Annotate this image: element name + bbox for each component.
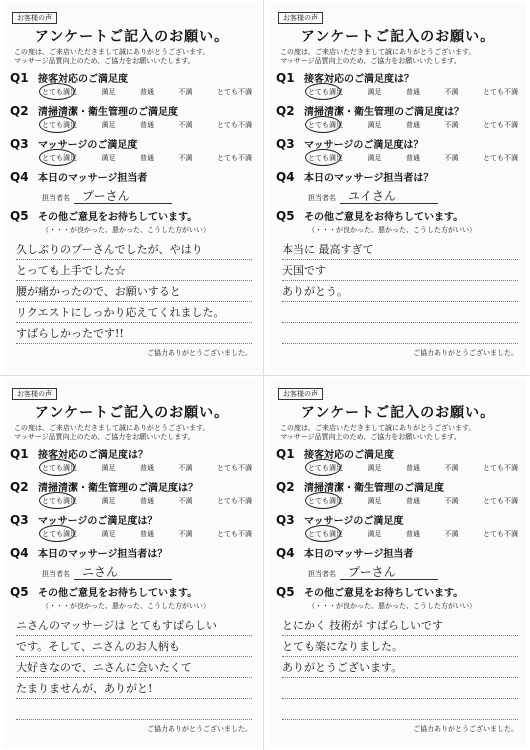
question-q1 — [8, 70, 256, 85]
comment-line: です。そして、ニさんのお人柄も — [16, 636, 252, 657]
survey-intro — [14, 48, 256, 66]
comment-line: ありがとう。 — [282, 281, 518, 302]
voice-tag: お客様の声 — [278, 12, 323, 24]
survey-sheet-bottom-left — [4, 378, 260, 748]
question-q3 — [8, 512, 256, 527]
question-text: その他ご意見をお待ちしています。 — [304, 212, 464, 223]
survey-title: アンケートご記入のお願い。 — [300, 405, 496, 421]
intro-line: この度は、ご来店いただきまして誠にありがとうございます。 — [280, 48, 476, 56]
selected-circle — [305, 525, 341, 542]
selected-circle — [39, 525, 75, 542]
question-q2 — [8, 479, 256, 494]
rating-option[interactable]: とても不満 — [217, 154, 252, 162]
rating-option[interactable]: 不満 — [444, 464, 459, 472]
rating-options-q3 — [8, 151, 256, 165]
comment-line: とっても上手でした☆ — [16, 260, 252, 281]
intro-line: マッサージ品質向上のため、ご協力をお願いいたします。 — [280, 433, 461, 441]
rating-option[interactable]: 満足 — [367, 530, 382, 538]
survey-intro — [280, 48, 522, 66]
horizontal-divider — [0, 375, 530, 376]
survey-sheet-top-right — [270, 2, 526, 372]
comment-area[interactable] — [16, 615, 252, 720]
survey-sheet-bottom-right — [270, 378, 526, 748]
q5-subtext: （・・・が良かった、悪かった、こうした方がいい） — [42, 226, 210, 234]
comment-area[interactable] — [282, 615, 518, 720]
voice-tag: お客様の声 — [12, 388, 57, 400]
rating-option-label: とても満足 — [42, 497, 77, 505]
rating-option[interactable] — [42, 153, 77, 165]
question-q4 — [274, 169, 522, 184]
question-text: その他ご意見をお待ちしています。 — [38, 588, 198, 599]
rating-options-q2 — [8, 118, 256, 132]
q5-subtext: （・・・が良かった、悪かった、こうした方がいい） — [308, 226, 476, 234]
q5-subtext: （・・・が良かった、悪かった、こうした方がいい） — [42, 602, 210, 610]
rating-option[interactable] — [42, 120, 77, 132]
question-q1 — [274, 70, 522, 85]
question-number: Q1 — [276, 71, 295, 85]
comment-line: 本当に 最高すぎて — [282, 239, 518, 260]
rating-option[interactable]: 普通 — [406, 497, 420, 505]
rating-options-q2 — [8, 494, 256, 508]
rating-option[interactable] — [42, 496, 77, 508]
rating-option[interactable]: とても不満 — [217, 497, 252, 505]
question-number: Q3 — [10, 513, 29, 527]
survey-intro — [14, 424, 256, 442]
question-number: Q5 — [276, 585, 295, 599]
rating-option[interactable]: 普通 — [140, 88, 154, 96]
intro-line: この度は、ご来店いただきまして誠にありがとうございます。 — [14, 48, 210, 56]
comment-line — [16, 699, 252, 720]
comment-line: とにかく 技術が すばらしいです — [282, 615, 518, 636]
comment-line: ニさんのマッサージは とてもすばらしい — [16, 615, 252, 636]
rating-option[interactable]: 不満 — [444, 154, 459, 162]
selected-circle — [39, 492, 75, 509]
rating-options-q3 — [274, 527, 522, 541]
selected-circle — [305, 459, 341, 476]
selected-circle — [39, 83, 75, 100]
survey-sheet-top-left — [4, 2, 260, 372]
staff-label: 担当者名 — [42, 570, 70, 578]
rating-option[interactable]: 普通 — [406, 154, 420, 162]
rating-option[interactable]: 不満 — [178, 497, 193, 505]
selected-circle — [39, 459, 75, 476]
rating-options-q1 — [274, 85, 522, 99]
comment-line: ありがとうございます。 — [282, 657, 518, 678]
comment-line — [282, 699, 518, 720]
rating-option-label: とても満足 — [308, 154, 343, 162]
rating-option[interactable]: 不満 — [178, 464, 193, 472]
rating-option[interactable]: 満足 — [101, 497, 116, 505]
rating-option[interactable]: とても不満 — [217, 121, 252, 129]
rating-option[interactable] — [42, 463, 77, 475]
question-number: Q4 — [10, 546, 29, 560]
question-q5 — [274, 208, 522, 223]
question-text: 清掃清潔・衛生管理のご満足度は？ — [38, 483, 198, 494]
question-text: マッサージのご満足度は？ — [38, 516, 158, 527]
staff-name-input[interactable]: プーさん — [340, 565, 438, 580]
survey-footer: ご協力ありがとうございました。 — [147, 349, 252, 357]
survey-footer: ご協力ありがとうございました。 — [413, 725, 518, 733]
question-q5 — [274, 584, 522, 599]
rating-option[interactable] — [308, 120, 343, 132]
question-text: マッサージのご満足度 — [38, 140, 138, 151]
question-number: Q5 — [10, 209, 29, 223]
question-q4 — [8, 169, 256, 184]
question-number: Q4 — [276, 170, 295, 184]
comment-line: 天国です — [282, 260, 518, 281]
question-q2 — [8, 103, 256, 118]
rating-options-q2 — [274, 118, 522, 132]
rating-option[interactable]: 普通 — [140, 121, 154, 129]
rating-option[interactable]: 満足 — [101, 88, 116, 96]
question-text: マッサージのご満足度 — [304, 516, 404, 527]
comment-line: 久しぶりのプーさんでしたが、やはり — [16, 239, 252, 260]
rating-options-q2 — [274, 494, 522, 508]
question-text: 本日のマッサージ担当者 — [38, 173, 148, 184]
rating-option[interactable] — [42, 529, 77, 541]
rating-option[interactable]: とても不満 — [483, 88, 518, 96]
question-text: 接客対応のご満足度は？ — [38, 450, 148, 461]
rating-option[interactable]: とても不満 — [483, 154, 518, 162]
question-text: 接客対応のご満足度 — [304, 450, 394, 461]
rating-option[interactable]: とても不満 — [217, 530, 252, 538]
rating-option-label: とても満足 — [308, 464, 343, 472]
staff-name-input[interactable]: ユイさん — [340, 189, 438, 204]
staff-name-input[interactable]: プーさん — [74, 189, 172, 204]
rating-option[interactable]: 満足 — [367, 88, 382, 96]
question-text: 本日のマッサージ担当者は？ — [304, 173, 434, 184]
rating-option[interactable]: 満足 — [101, 530, 116, 538]
rating-option[interactable]: 普通 — [406, 530, 420, 538]
rating-option[interactable]: 不満 — [444, 530, 459, 538]
comment-line: 大好きなので、ニさんに会いたくて — [16, 657, 252, 678]
rating-option[interactable] — [308, 153, 343, 165]
rating-options-q1 — [8, 85, 256, 99]
question-text: 本日のマッサージ担当者 — [304, 549, 414, 560]
comment-line: リクエストにしっかり応えてくれました。 — [16, 302, 252, 323]
staff-label: 担当者名 — [42, 194, 70, 202]
rating-option[interactable]: 不満 — [444, 497, 459, 505]
voice-tag: お客様の声 — [12, 12, 57, 24]
rating-option[interactable]: 不満 — [178, 121, 193, 129]
question-number: Q3 — [276, 137, 295, 151]
question-text: 本日のマッサージ担当者は？ — [38, 549, 168, 560]
rating-option[interactable]: 不満 — [178, 530, 193, 538]
rating-option[interactable] — [308, 529, 343, 541]
staff-field — [308, 188, 522, 204]
rating-option[interactable] — [308, 87, 343, 99]
rating-option[interactable]: とても不満 — [217, 88, 252, 96]
survey-footer: ご協力ありがとうございました。 — [413, 349, 518, 357]
rating-option-label: とても満足 — [42, 530, 77, 538]
rating-option[interactable]: とても不満 — [217, 464, 252, 472]
staff-name-input[interactable]: ニさん — [74, 565, 172, 580]
selected-circle — [39, 116, 75, 133]
staff-field — [42, 564, 256, 580]
rating-options-q1 — [274, 461, 522, 475]
staff-field — [42, 188, 256, 204]
question-number: Q1 — [276, 447, 295, 461]
question-number: Q2 — [10, 480, 29, 494]
rating-option[interactable] — [42, 87, 77, 99]
comment-line — [282, 323, 518, 344]
survey-title: アンケートご記入のお願い。 — [34, 29, 230, 45]
rating-option-label: とても満足 — [42, 88, 77, 96]
rating-option-label: とても満足 — [42, 464, 77, 472]
rating-options-q3 — [8, 527, 256, 541]
question-number: Q2 — [276, 480, 295, 494]
question-text: 清掃清潔・衛生管理のご満足度は？ — [304, 107, 464, 118]
rating-option-label: とても満足 — [308, 530, 343, 538]
intro-line: マッサージ品質向上のため、ご協力をお願いいたします。 — [280, 57, 461, 65]
rating-option[interactable]: 不満 — [444, 88, 459, 96]
rating-option[interactable]: とても不満 — [483, 530, 518, 538]
rating-option[interactable]: 普通 — [406, 464, 420, 472]
comment-area[interactable] — [16, 239, 252, 344]
question-q1 — [8, 446, 256, 461]
survey-title: アンケートご記入のお願い。 — [34, 405, 230, 421]
rating-option-label: とても満足 — [308, 121, 343, 129]
question-number: Q3 — [10, 137, 29, 151]
question-number: Q1 — [10, 447, 29, 461]
rating-option[interactable]: 満足 — [101, 121, 116, 129]
rating-option[interactable]: 普通 — [140, 464, 154, 472]
question-number: Q4 — [276, 546, 295, 560]
rating-option[interactable]: 満足 — [367, 464, 382, 472]
intro-line: この度は、ご来店いただきまして誠にありがとうございます。 — [14, 424, 210, 432]
question-text: 接客対応のご満足度 — [38, 74, 128, 85]
question-number: Q2 — [276, 104, 295, 118]
question-q2 — [274, 103, 522, 118]
intro-line: マッサージ品質向上のため、ご協力をお願いいたします。 — [14, 433, 195, 441]
selected-circle — [305, 149, 341, 166]
rating-option[interactable]: 普通 — [140, 530, 154, 538]
question-text: その他ご意見をお待ちしています。 — [304, 588, 464, 599]
question-text: 清掃清潔・衛生管理のご満足度 — [304, 483, 444, 494]
question-text: 接客対応のご満足度は？ — [304, 74, 414, 85]
question-q1 — [274, 446, 522, 461]
rating-option[interactable]: 不満 — [178, 88, 193, 96]
rating-option[interactable]: 普通 — [406, 121, 420, 129]
question-number: Q2 — [10, 104, 29, 118]
question-text: その他ご意見をお待ちしています。 — [38, 212, 198, 223]
staff-label: 担当者名 — [308, 570, 336, 578]
survey-title: アンケートご記入のお願い。 — [300, 29, 496, 45]
question-q3 — [274, 136, 522, 151]
comment-area[interactable] — [282, 239, 518, 344]
question-q5 — [8, 584, 256, 599]
staff-field — [308, 564, 522, 580]
comment-line — [282, 302, 518, 323]
rating-option[interactable]: とても不満 — [483, 464, 518, 472]
selected-circle — [305, 83, 341, 100]
question-q3 — [8, 136, 256, 151]
rating-option-label: とても満足 — [42, 154, 77, 162]
rating-option[interactable] — [308, 496, 343, 508]
question-number: Q3 — [276, 513, 295, 527]
survey-footer: ご協力ありがとうございました。 — [147, 725, 252, 733]
rating-options-q3 — [274, 151, 522, 165]
question-number: Q5 — [276, 209, 295, 223]
rating-option[interactable]: 普通 — [406, 88, 420, 96]
question-q3 — [274, 512, 522, 527]
question-number: Q4 — [10, 170, 29, 184]
selected-circle — [39, 149, 75, 166]
rating-option-label: とても満足 — [308, 88, 343, 96]
question-q4 — [8, 545, 256, 560]
rating-option[interactable]: とても不満 — [483, 121, 518, 129]
rating-option[interactable]: 満足 — [367, 497, 382, 505]
intro-line: マッサージ品質向上のため、ご協力をお願いいたします。 — [14, 57, 195, 65]
question-q2 — [274, 479, 522, 494]
rating-option[interactable]: とても不満 — [483, 497, 518, 505]
rating-option[interactable]: 不満 — [444, 121, 459, 129]
rating-option[interactable]: 満足 — [101, 154, 116, 162]
comment-line: すばらしかったです!! — [16, 323, 252, 344]
rating-option-label: とても満足 — [42, 121, 77, 129]
rating-option[interactable]: 満足 — [101, 464, 116, 472]
rating-options-q1 — [8, 461, 256, 475]
rating-option[interactable]: 普通 — [140, 497, 154, 505]
question-number: Q5 — [10, 585, 29, 599]
q5-subtext: （・・・が良かった、悪かった、こうした方がいい） — [308, 602, 476, 610]
question-q4 — [274, 545, 522, 560]
comment-line: 腰が痛かったので、お願いすると — [16, 281, 252, 302]
rating-option[interactable]: 満足 — [367, 154, 382, 162]
comment-line: たまりませんが、ありがと! — [16, 678, 252, 699]
selected-circle — [305, 492, 341, 509]
question-text: 清掃清潔・衛生管理のご満足度 — [38, 107, 178, 118]
staff-label: 担当者名 — [308, 194, 336, 202]
question-number: Q1 — [10, 71, 29, 85]
survey-intro — [280, 424, 522, 442]
intro-line: この度は、ご来店いただきまして誠にありがとうございます。 — [280, 424, 476, 432]
voice-tag: お客様の声 — [278, 388, 323, 400]
comment-line — [282, 678, 518, 699]
selected-circle — [305, 116, 341, 133]
rating-option[interactable] — [308, 463, 343, 475]
rating-option-label: とても満足 — [308, 497, 343, 505]
rating-option[interactable]: 普通 — [140, 154, 154, 162]
question-q5 — [8, 208, 256, 223]
comment-line: とても楽になりました。 — [282, 636, 518, 657]
rating-option[interactable]: 不満 — [178, 154, 193, 162]
rating-option[interactable]: 満足 — [367, 121, 382, 129]
question-text: マッサージのご満足度は？ — [304, 140, 424, 151]
